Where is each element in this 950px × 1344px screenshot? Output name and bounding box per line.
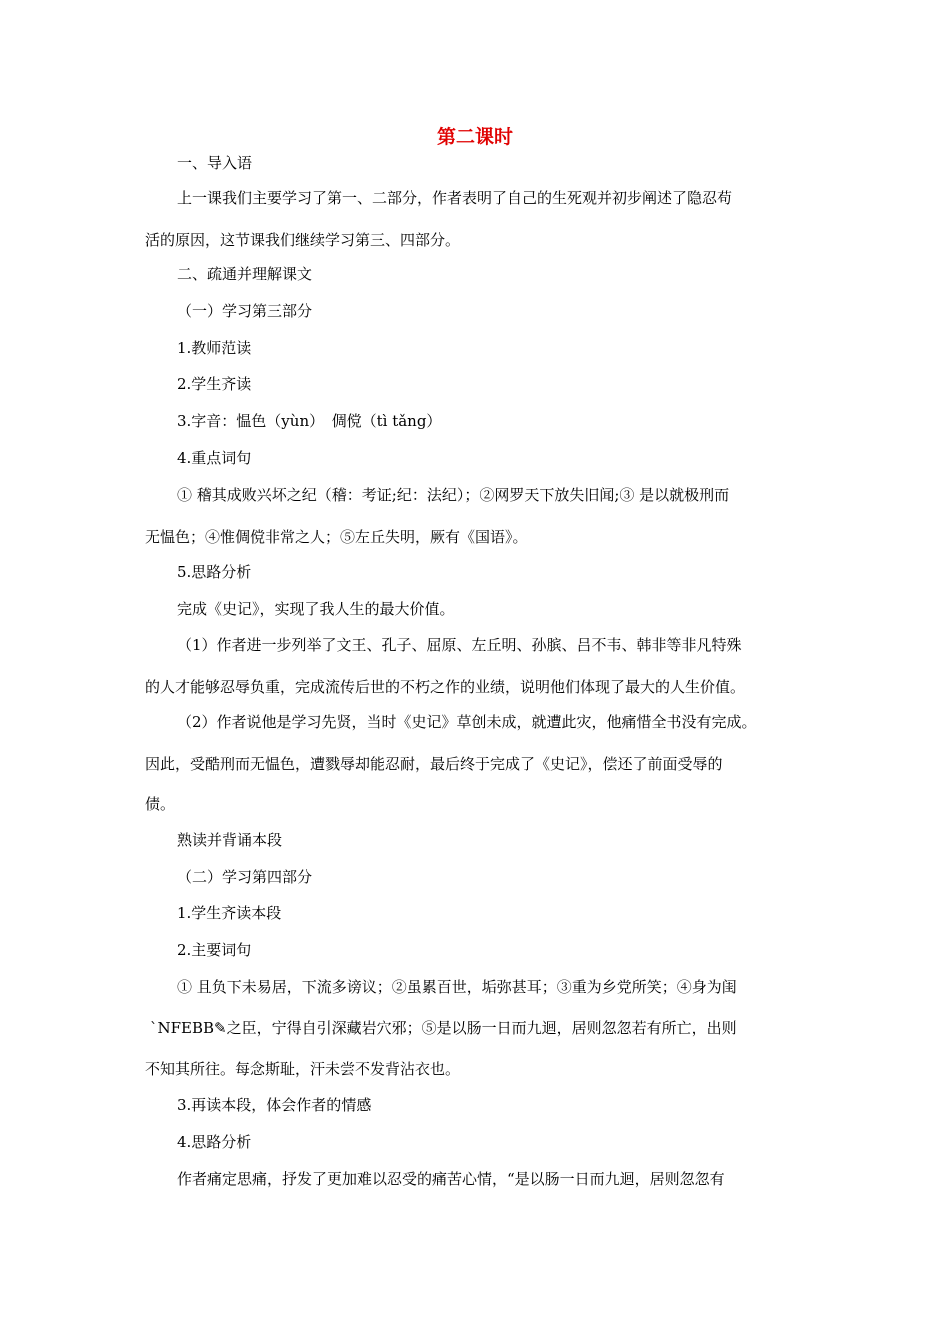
section-heading: 二、疏通并理解课文: [177, 265, 313, 283]
paragraph-line: `NFEBB✎之臣，宁得自引深藏岩穴邪；⑤是以肠一日而九迴，居则忽忽若有所亡，出则: [150, 1019, 737, 1037]
paragraph-line: 债。: [145, 795, 176, 813]
subsection-heading: （二）学习第四部分: [177, 868, 313, 886]
section-heading: 一、导入语: [177, 154, 253, 172]
paragraph-line: 完成《史记》，实现了我人生的最大价值。: [177, 600, 455, 618]
list-item: 2.主要词句: [177, 941, 252, 959]
paragraph-line: 无愠色；④惟倜傥非常之人；⑤左丘失明，厥有《国语》。: [145, 528, 528, 546]
paragraph-line: 的人才能够忍辱负重，完成流传后世的不朽之作的业绩，说明他们体现了最大的人生价值。: [145, 678, 746, 696]
paragraph-line: 不知其所往。每念斯耻，汗未尝不发背沾衣也。: [145, 1060, 461, 1078]
paragraph-line: ① 且负下未易居，下流多谤议；②虽累百世，垢弥甚耳；③重为乡党所笑；④身为闺: [177, 978, 737, 996]
list-item: 1.教师范读: [177, 339, 252, 357]
paragraph-line: 活的原因，这节课我们继续学习第三、四部分。: [145, 231, 461, 249]
page-title: 第二课时: [436, 126, 513, 148]
list-item: 2.学生齐读: [177, 375, 252, 393]
list-item: 3.字音：愠色（yùn） 倜傥（tì tǎng）: [177, 412, 442, 430]
list-item: 3.再读本段，体会作者的情感: [177, 1096, 372, 1114]
list-item: 4.思路分析: [177, 1133, 252, 1151]
paragraph-line: 上一课我们主要学习了第一、二部分，作者表明了自己的生死观并初步阐述了隐忍苟: [177, 189, 733, 207]
paragraph-line: ① 稽其成败兴坏之纪（稽：考证;纪：法纪）；②网罗天下放失旧闻;③ 是以就极刑而: [177, 486, 730, 504]
list-item: 5.思路分析: [177, 563, 252, 581]
subsection-heading: （一）学习第三部分: [177, 302, 313, 320]
paragraph-line: 作者痛定思痛，抒发了更加难以忍受的痛苦心情，“是以肠一日而九迴，居则忽忽有: [177, 1170, 725, 1188]
paragraph-line: 熟读并背诵本段: [177, 831, 283, 849]
paragraph-line: （1）作者进一步列举了文王、孔子、屈原、左丘明、孙膑、吕不韦、韩非等非凡特殊: [177, 636, 742, 654]
list-item: 4.重点词句: [177, 449, 252, 467]
paragraph-line: 因此，受酷刑而无愠色，遭戮辱却能忍耐，最后终于完成了《史记》，偿还了前面受辱的: [145, 755, 723, 773]
paragraph-line: （2）作者说他是学习先贤，当时《史记》草创未成，就遭此灾，他痛惜全书没有完成。: [177, 713, 757, 731]
list-item: 1.学生齐读本段: [177, 904, 282, 922]
